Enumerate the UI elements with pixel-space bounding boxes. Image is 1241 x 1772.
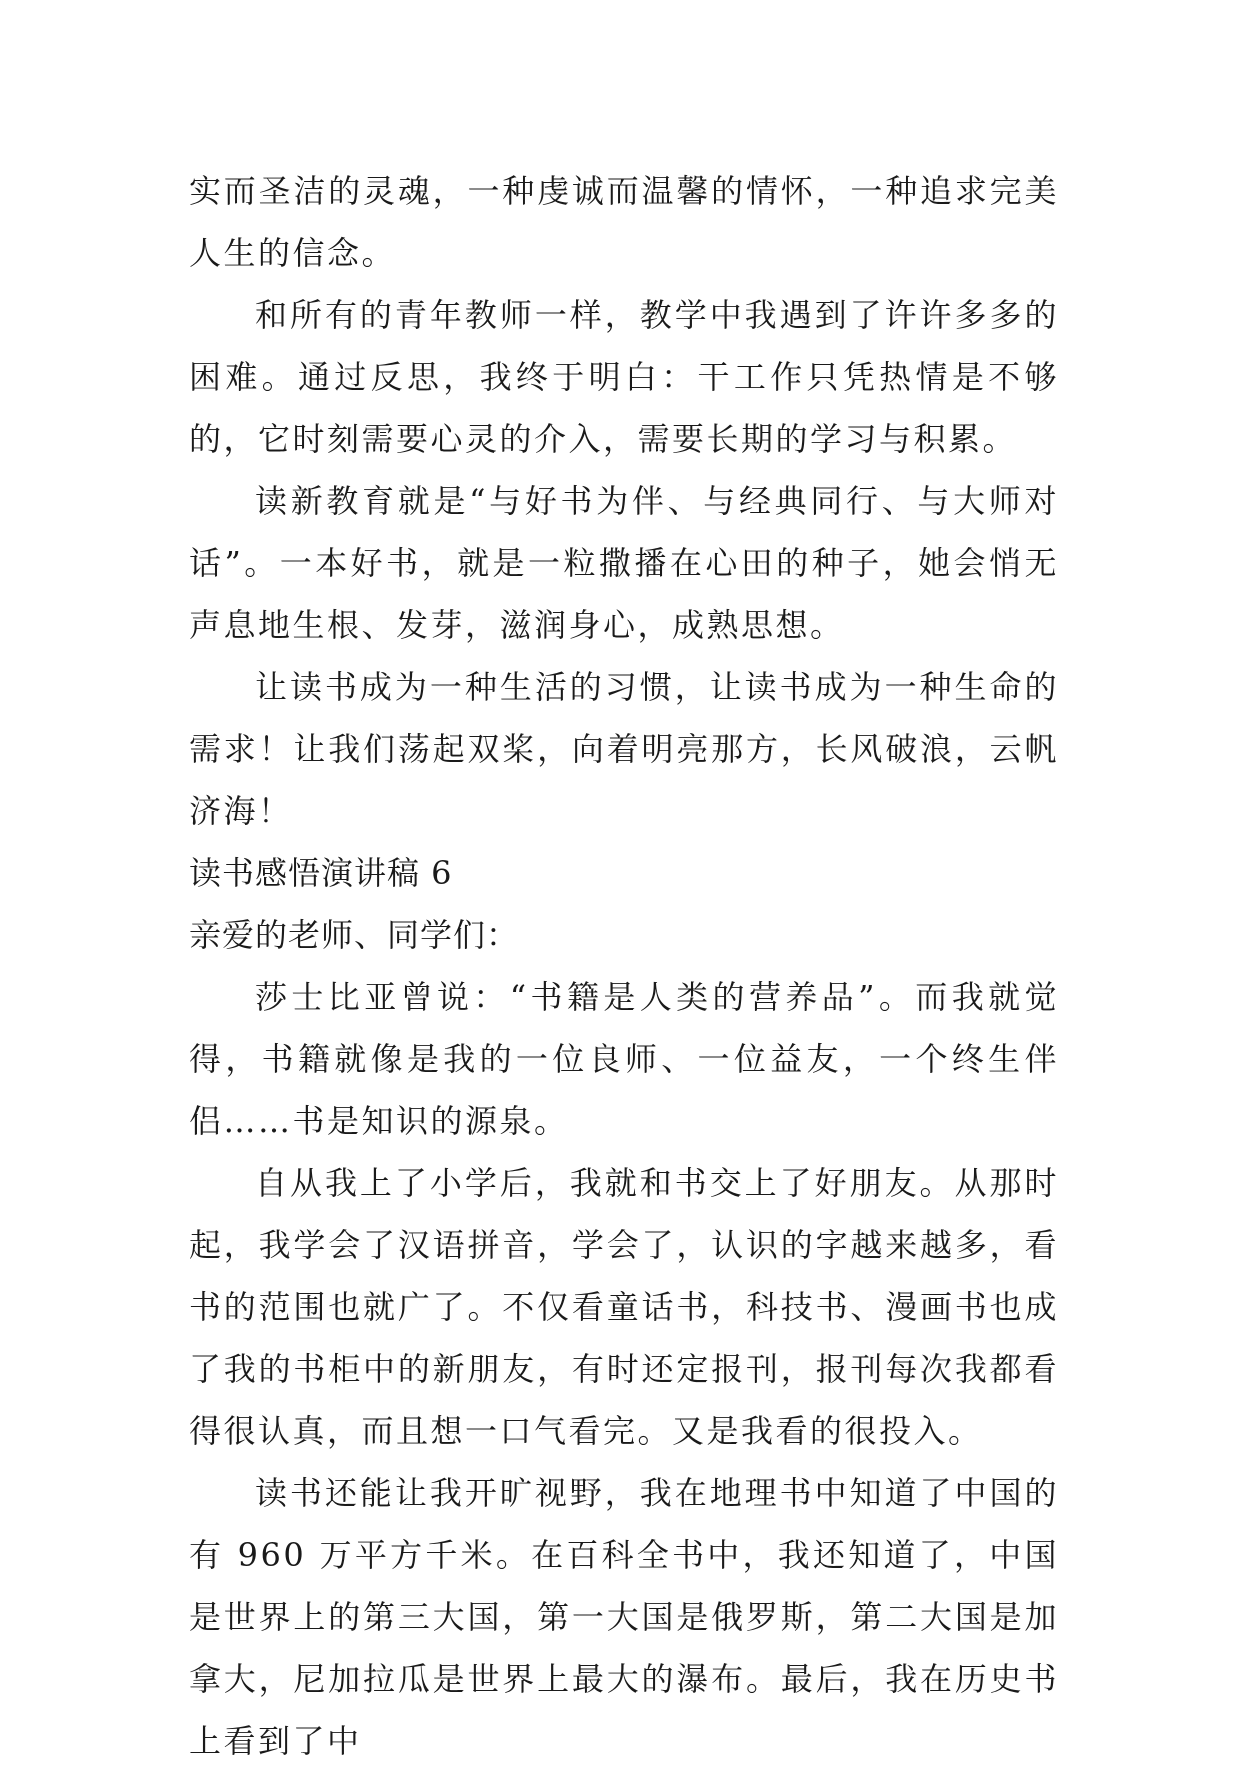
paragraph: 让读书成为一种生活的习惯，让读书成为一种生命的需求！让我们荡起双桨，向着明亮那方，长风破浪，云帆济海！ <box>189 668 1059 830</box>
paragraph: 读新教育就是“与好书为伴、与经典同行、与大师对话”。一本好书，就是一粒撒播在心田的种子，她会悄无声息地生根、发芽，滋润身心，成熟思想。 <box>189 482 1059 644</box>
paragraph: 自从我上了小学后，我就和书交上了好朋友。从那时起，我学会了汉语拼音，学会了，认识的字越来越多，看书的范围也就广了。不仅看童话书，科技书、漫画书也成了我的书柜中的新朋友，有时还定报刊，报刊每次我都看得很认真，而且想一口气看完。又是我看的很投入。 <box>189 1164 1059 1450</box>
document-body <box>189 160 1059 1772</box>
paragraph: 实而圣洁的灵魂，一种虔诚而温馨的情怀，一种追求完美人生的信念。 <box>189 172 1059 272</box>
salutation: 亲爱的老师、同学们： <box>189 916 520 954</box>
paragraph: 和所有的青年教师一样，教学中我遇到了许许多多的困难。通过反思，我终于明白：干工作只凭热情是不够的，它时刻需要心灵的介入，需要长期的学习与积累。 <box>189 296 1059 458</box>
section-title: 读书感悟演讲稿 6 <box>189 854 453 892</box>
paragraph: 莎士比亚曾说：“书籍是人类的营养品”。而我就觉得，书籍就像是我的一位良师、一位益友，一个终生伴侣……书是知识的源泉。 <box>189 978 1059 1140</box>
paragraph: 读书还能让我开旷视野，我在地理书中知道了中国的有 960 万平方千米。在百科全书中，我还知道了，中国是世界上的第三大国，第一大国是俄罗斯，第二大国是加拿大，尼加拉瓜是世界上最大的瀑布。最后，我在历史书上看到了中 <box>189 1474 1059 1760</box>
